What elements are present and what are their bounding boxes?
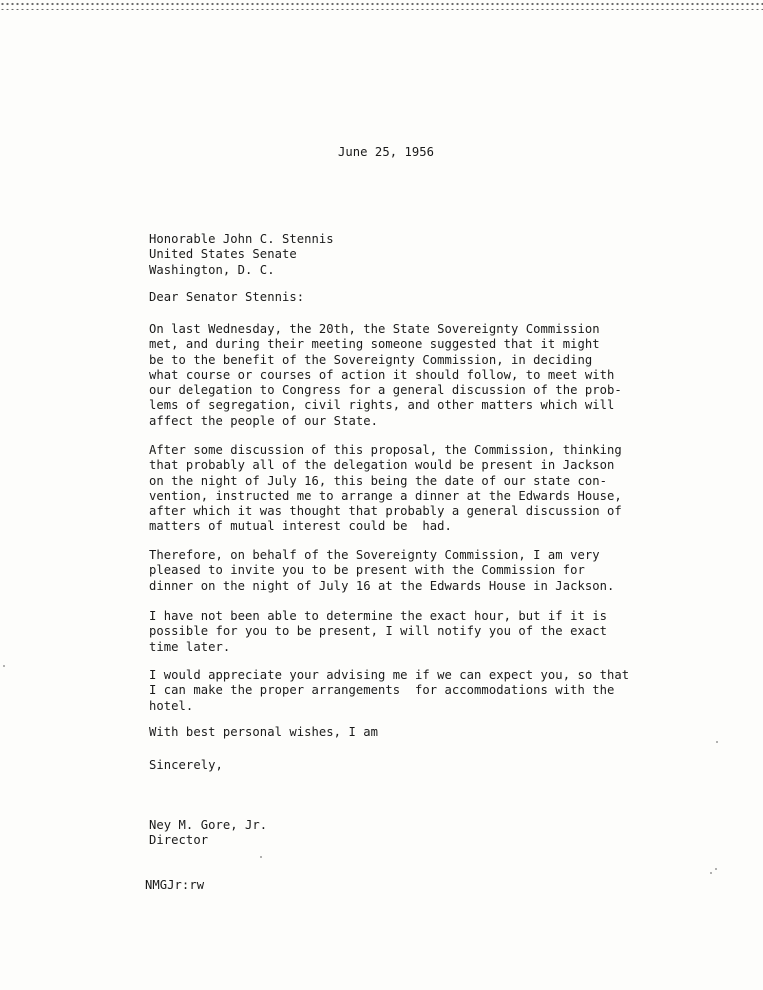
paragraph-line: that probably all of the delegation would be present in Jackson	[149, 458, 615, 473]
paragraph-line: our delegation to Congress for a general discussion of the prob-	[149, 383, 622, 398]
scan-speck	[710, 872, 712, 874]
paragraph-line: vention, instructed me to arrange a dinner at the Edwards House,	[149, 488, 622, 503]
paragraph-line: After some discussion of this proposal, the Commission, thinking	[149, 443, 622, 457]
body-paragraph-5	[149, 668, 629, 714]
paragraph-line: matters of mutual interest could be had.	[149, 519, 452, 534]
paragraph-line: On last Wednesday, the 20th, the State Sovereignty Commission	[149, 322, 600, 336]
paragraph-line: Therefore, on behalf of the Sovereignty Commission, I am very	[149, 548, 600, 562]
paragraph-line: after which it was thought that probably a general discussion of	[149, 504, 622, 519]
signature-title: Director	[149, 833, 209, 847]
paragraph-line: With best personal wishes, I am	[149, 725, 379, 739]
body-paragraph-3	[149, 548, 614, 594]
paragraph-line: hotel.	[149, 698, 194, 713]
scan-speck	[3, 665, 5, 667]
scan-speck	[260, 856, 262, 858]
paragraph-line: on the night of July 16, this being the date of our state con-	[149, 473, 608, 488]
paragraph-line: I would appreciate your advising me if we can expect you, so that	[149, 668, 630, 682]
paragraph-line: be to the benefit of the Sovereignty Commission, in deciding	[149, 352, 593, 367]
letter-date: June 25, 1956	[338, 145, 435, 159]
paragraph-line: time later.	[149, 639, 231, 654]
paragraph-line: lems of segregation, civil rights, and other matters which will	[149, 398, 615, 413]
paragraph-line: I can make the proper arrangements for accommodations with the	[149, 683, 615, 698]
scan-speck	[715, 868, 717, 870]
complimentary-closing: Sincerely,	[149, 758, 223, 772]
addressee-line: Honorable John C. Stennis	[149, 232, 334, 246]
body-paragraph-4	[149, 609, 607, 655]
body-paragraph-2	[149, 443, 622, 535]
paragraph-line: what course or courses of action it should follow, to meet with	[149, 367, 615, 382]
salutation: Dear Senator Stennis:	[149, 290, 305, 304]
body-paragraph-6	[149, 725, 378, 740]
paragraph-line: possible for you to be present, I will notify you of the exact	[149, 624, 608, 639]
addressee-block	[149, 232, 334, 278]
reference-initials: NMGJr:rw	[145, 878, 205, 892]
addressee-line: United States Senate	[149, 247, 297, 262]
paragraph-line: pleased to invite you to be present with the Commission for	[149, 563, 585, 578]
paragraph-line: I have not been able to determine the exact hour, but if it is	[149, 609, 608, 623]
signature-name: Ney M. Gore, Jr.	[149, 818, 268, 832]
body-paragraph-1	[149, 322, 622, 429]
paragraph-line: affect the people of our State.	[149, 413, 379, 428]
paragraph-line: met, and during their meeting someone suggested that it might	[149, 337, 600, 352]
scan-speck	[716, 741, 718, 743]
addressee-line: Washington, D. C.	[149, 262, 275, 277]
scan-top-edge	[0, 0, 763, 10]
paragraph-line: dinner on the night of July 16 at the Edwards House in Jackson.	[149, 578, 615, 593]
